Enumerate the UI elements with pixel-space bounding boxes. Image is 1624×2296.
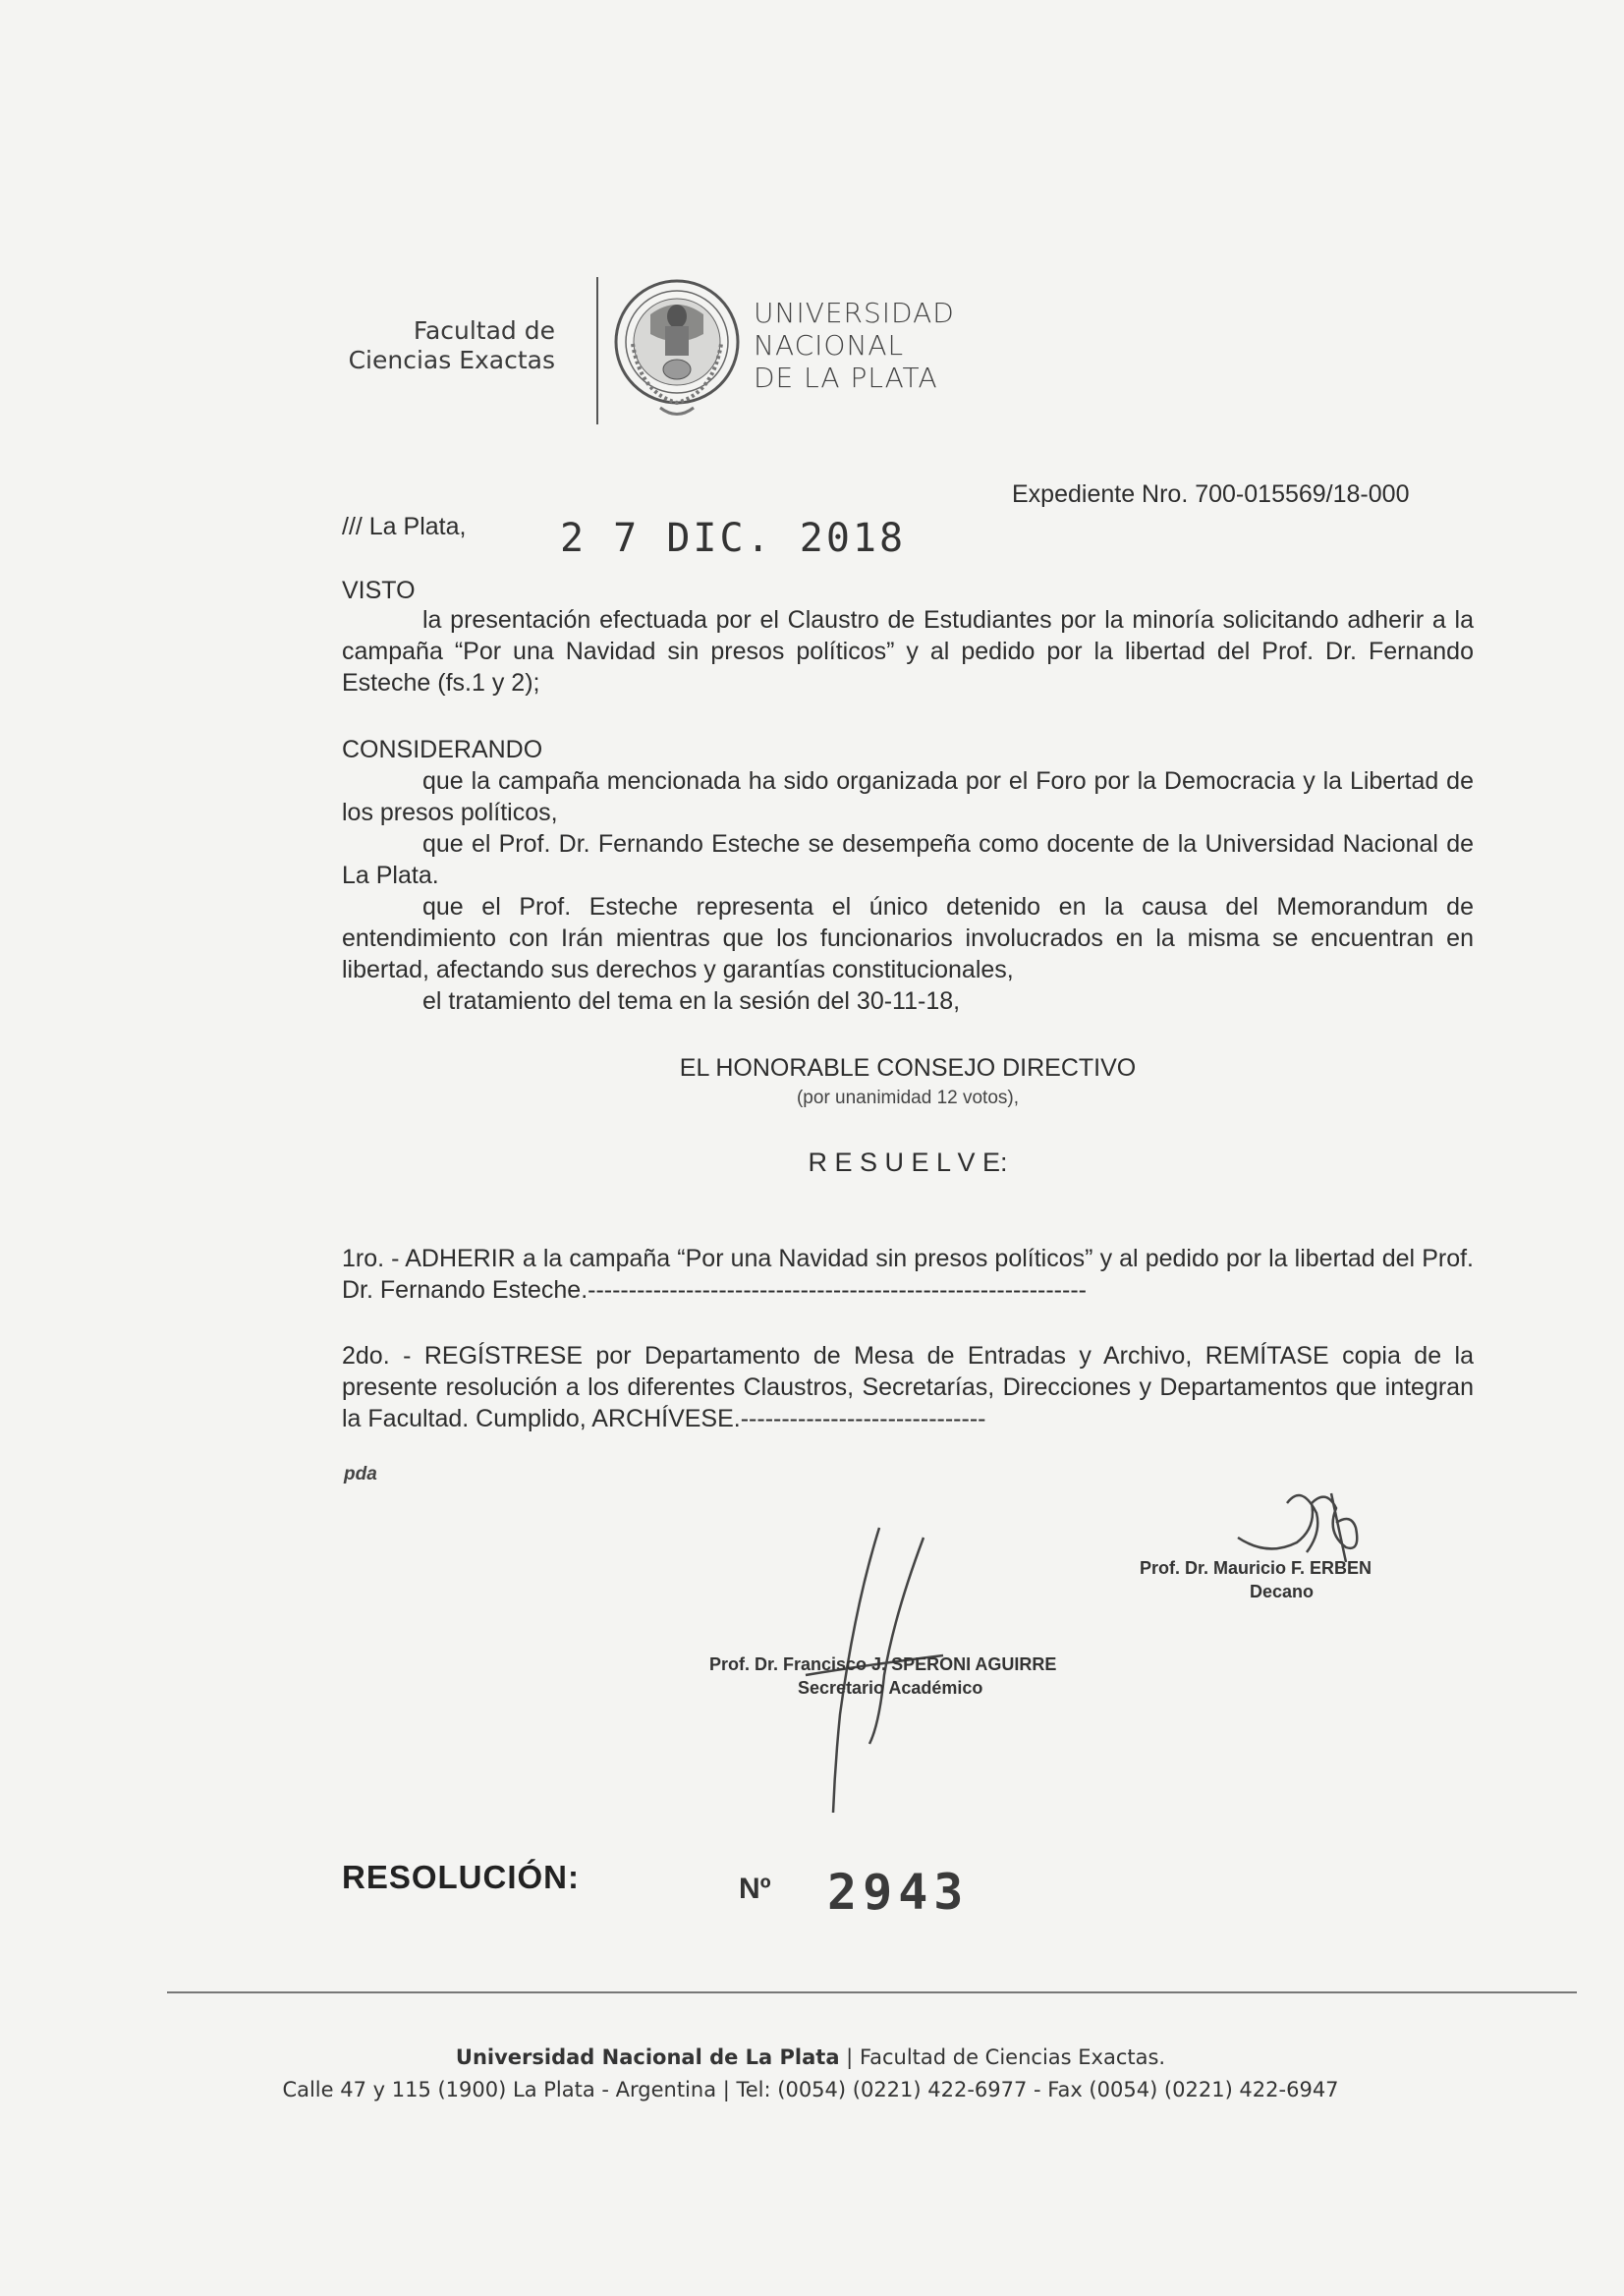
considerando-item-3: que el Prof. Esteche representa el único detenido en la causa del Memorandum de entendimiento con Irán mientras que los funcionarios involucrados en la misma se encuentran en libertad, afectando sus derechos y garantías constitucionales, [342,893,1474,983]
university-line-2: NACIONAL [754,329,905,362]
visto-text: la presentación efectuada por el Claustro de Estudiantes por la minoría solicitando adherir a la campaña “Por una Navidad sin presos políticos” y al pedido por la libertad del Prof. Dr. Fernando Esteche (fs.1 y 2); [342,606,1474,697]
considerando-item-1: que la campaña mencionada ha sido organizada por el Foro por la Democracia y la Libertad de los presos políticos, [342,767,1474,826]
faculty-name [295,316,555,375]
resuelve-heading: R E S U E L V E: [808,1148,1008,1177]
faculty-line-1: Facultad de [413,316,555,345]
place: /// La Plata, [342,513,467,540]
considerando-heading: CONSIDERANDO [342,736,543,763]
consejo-title: EL HONORABLE CONSEJO DIRECTIVO [679,1054,1137,1082]
decano-role: Decano [1250,1582,1315,1601]
university-line-1: UNIVERSIDAD [754,297,955,329]
faculty-line-2: Ciencias Exactas [348,346,555,374]
university-seal-icon [611,275,743,422]
footer-separator: | [839,2045,860,2069]
footer-line-1 [167,2045,1454,2069]
decano-name: Prof. Dr. Mauricio F. ERBEN [1140,1558,1372,1578]
header-divider [596,277,598,424]
considerando-item-2: que el Prof. Dr. Fernando Esteche se desempeña como docente de la Universidad Nacional de La Plata. [342,830,1474,889]
resolucion-label: RESOLUCIÓN: [342,1859,580,1895]
expediente-number: Expediente Nro. 700-015569/18-000 [1012,480,1410,508]
article-2: 2do. - REGÍSTRESE por Departamento de Mesa de Entradas y Archivo, REMÍTASE copia de la presente resolución a los diferentes Claustros, Secretarías, Direcciones y Departamentos que integran la Facultad. Cumplido, ARCHÍVESE.------------------------------ [342,1342,1474,1432]
considerando-item-4: el tratamiento del tema en la sesión del 30-11-18, [422,987,961,1015]
footer-university: Universidad Nacional de La Plata [455,2045,840,2069]
resolucion-number: 2943 [827,1864,970,1921]
article-1: 1ro. - ADHERIR a la campaña “Por una Navidad sin presos políticos” y al pedido por la libertad del Prof. Dr. Fernando Esteche.------------------------------------------------------------- [342,1245,1474,1304]
date-stamp: 2 7 DIC. 2018 [560,516,907,561]
initials: pda [344,1464,377,1484]
consejo-votes: (por unanimidad 12 votos), [796,1088,1019,1108]
footer-address: Calle 47 y 115 (1900) La Plata - Argentina | Tel: (0054) (0221) 422-6977 - Fax (0054) (0221) 422-6947 [282,2078,1339,2101]
visto-heading: VISTO [342,577,416,604]
university-name [754,297,955,394]
resolucion-prefix: Nº [739,1873,771,1905]
footer-divider [167,1991,1577,1993]
footer-faculty: Facultad de Ciencias Exactas. [859,2045,1166,2069]
secretario-name: Prof. Dr. Francisco J. SPERONI AGUIRRE [709,1654,1057,1674]
university-line-3: DE LA PLATA [754,362,938,394]
secretario-role: Secretario Académico [798,1678,983,1698]
